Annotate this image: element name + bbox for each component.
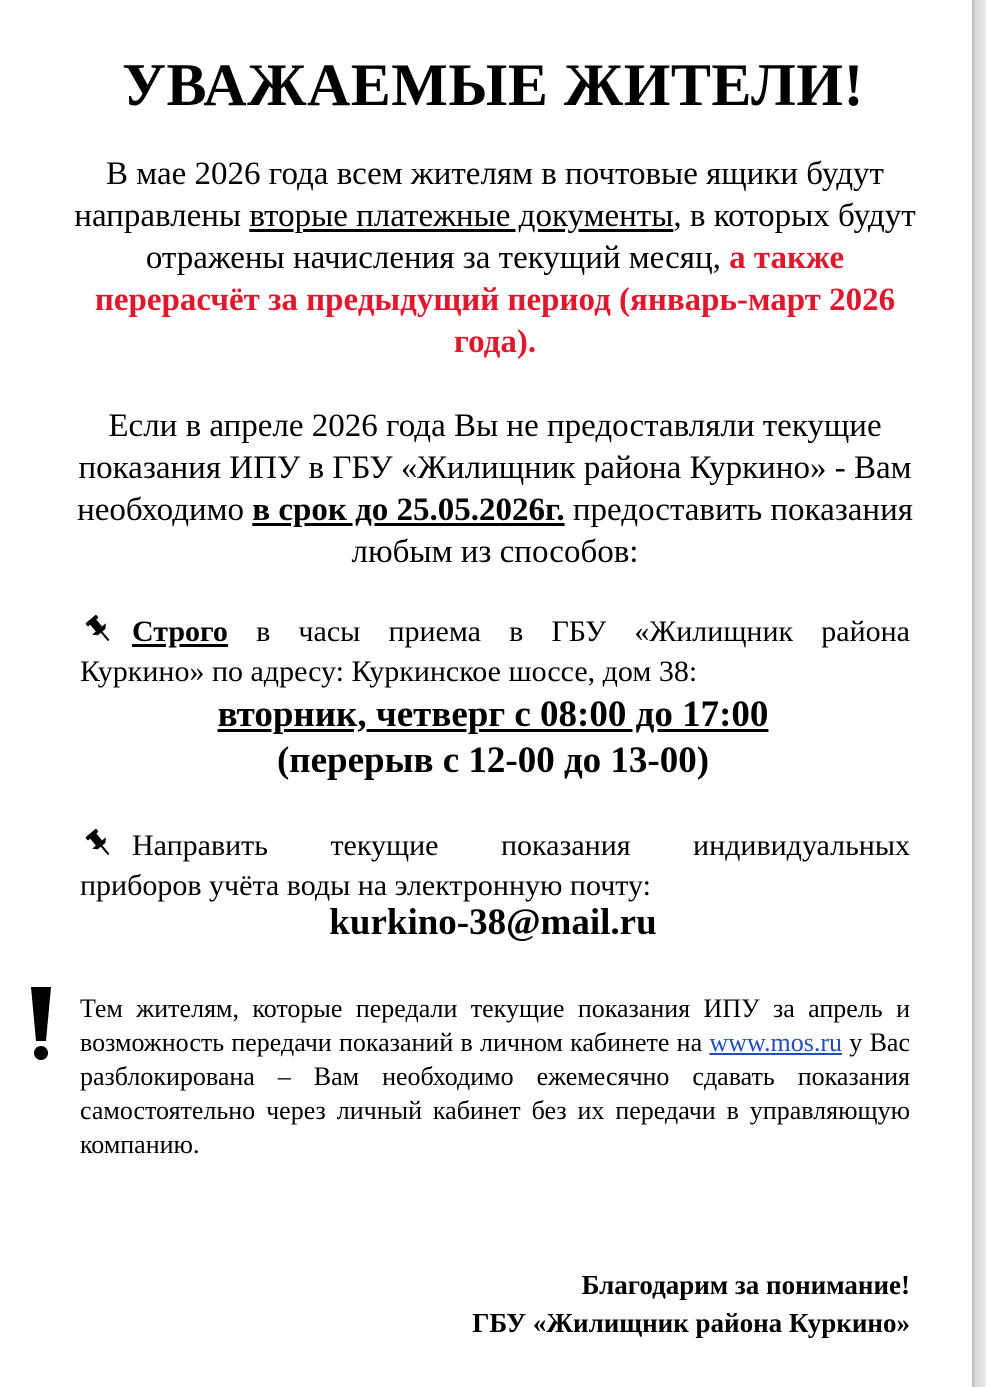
deadline-text-2: предоставить показания любым из способов:: [351, 492, 913, 570]
intro-text-2: , в которых будут отражены начисления за текущий месяц,: [145, 198, 916, 276]
mos-ru-link[interactable]: www.mos.ru: [709, 1028, 843, 1057]
footer-thanks: Благодарим за понимание!: [581, 1270, 910, 1300]
method-2: [80, 826, 910, 906]
deadline-paragraph: [70, 405, 920, 573]
footer-signature: [400, 1266, 910, 1342]
note-text-1: Тем жителям, которые передали текущие показания ИПУ за апрель и возможность передачи показаний в личном кабинете на: [80, 994, 910, 1057]
intro-text-1: В мае 2026 года всем жителям в почтовые ящики будут направлены: [74, 156, 884, 234]
method-2-text-1: Направить текущие показания индивидуальных: [132, 829, 910, 862]
page-title: УВАЖАЕМЫЕ ЖИТЕЛИ!: [122, 52, 864, 118]
method-1: [80, 612, 910, 692]
method-2-line-2: приборов учёта воды на электронную почту:: [80, 869, 651, 902]
exclamation-icon: [27, 985, 55, 1061]
schedule-hours: вторник, четверг с 08:00 до 17:00: [217, 694, 769, 735]
email-address[interactable]: kurkino-38@mail.ru: [329, 902, 657, 943]
footer-org: ГБУ «Жилищник района Куркино»: [472, 1308, 910, 1338]
method-1-line-1: [80, 612, 910, 652]
intro-paragraph: [70, 153, 920, 363]
method-1-line-2: Куркино» по адресу: Куркинское шоссе, дом 38:: [80, 655, 698, 688]
deadline-text-1: Если в апреле 2026 года Вы не предоставляли текущие показания ИПУ в ГБУ «Жилищник района Куркино» - Вам необходимо: [77, 408, 912, 528]
pushpin-icon: [80, 827, 118, 859]
note-paragraph: [80, 992, 910, 1162]
method-2-line-1: [80, 826, 910, 866]
deadline-date: в срок до 25.05.2026г.: [252, 492, 565, 528]
intro-underlined: вторые платежные документы: [249, 198, 674, 234]
method-1-text-1: в часы приема в ГБУ «Жилищник района: [227, 615, 910, 648]
intro-highlight: а также перерасчёт за предыдущий период (январь-март 2026 года).: [94, 240, 896, 360]
method-1-strict: Строго: [132, 615, 228, 648]
note-text-2: у Вас разблокирована – Вам необходимо ежемесячно сдавать показания самостоятельно через личный кабинет без их передачи в управляющую компанию.: [80, 1028, 910, 1159]
schedule-block: [0, 692, 986, 784]
pushpin-icon: [80, 613, 118, 645]
schedule-break: (перерыв с 12-00 до 13-00): [276, 740, 710, 781]
